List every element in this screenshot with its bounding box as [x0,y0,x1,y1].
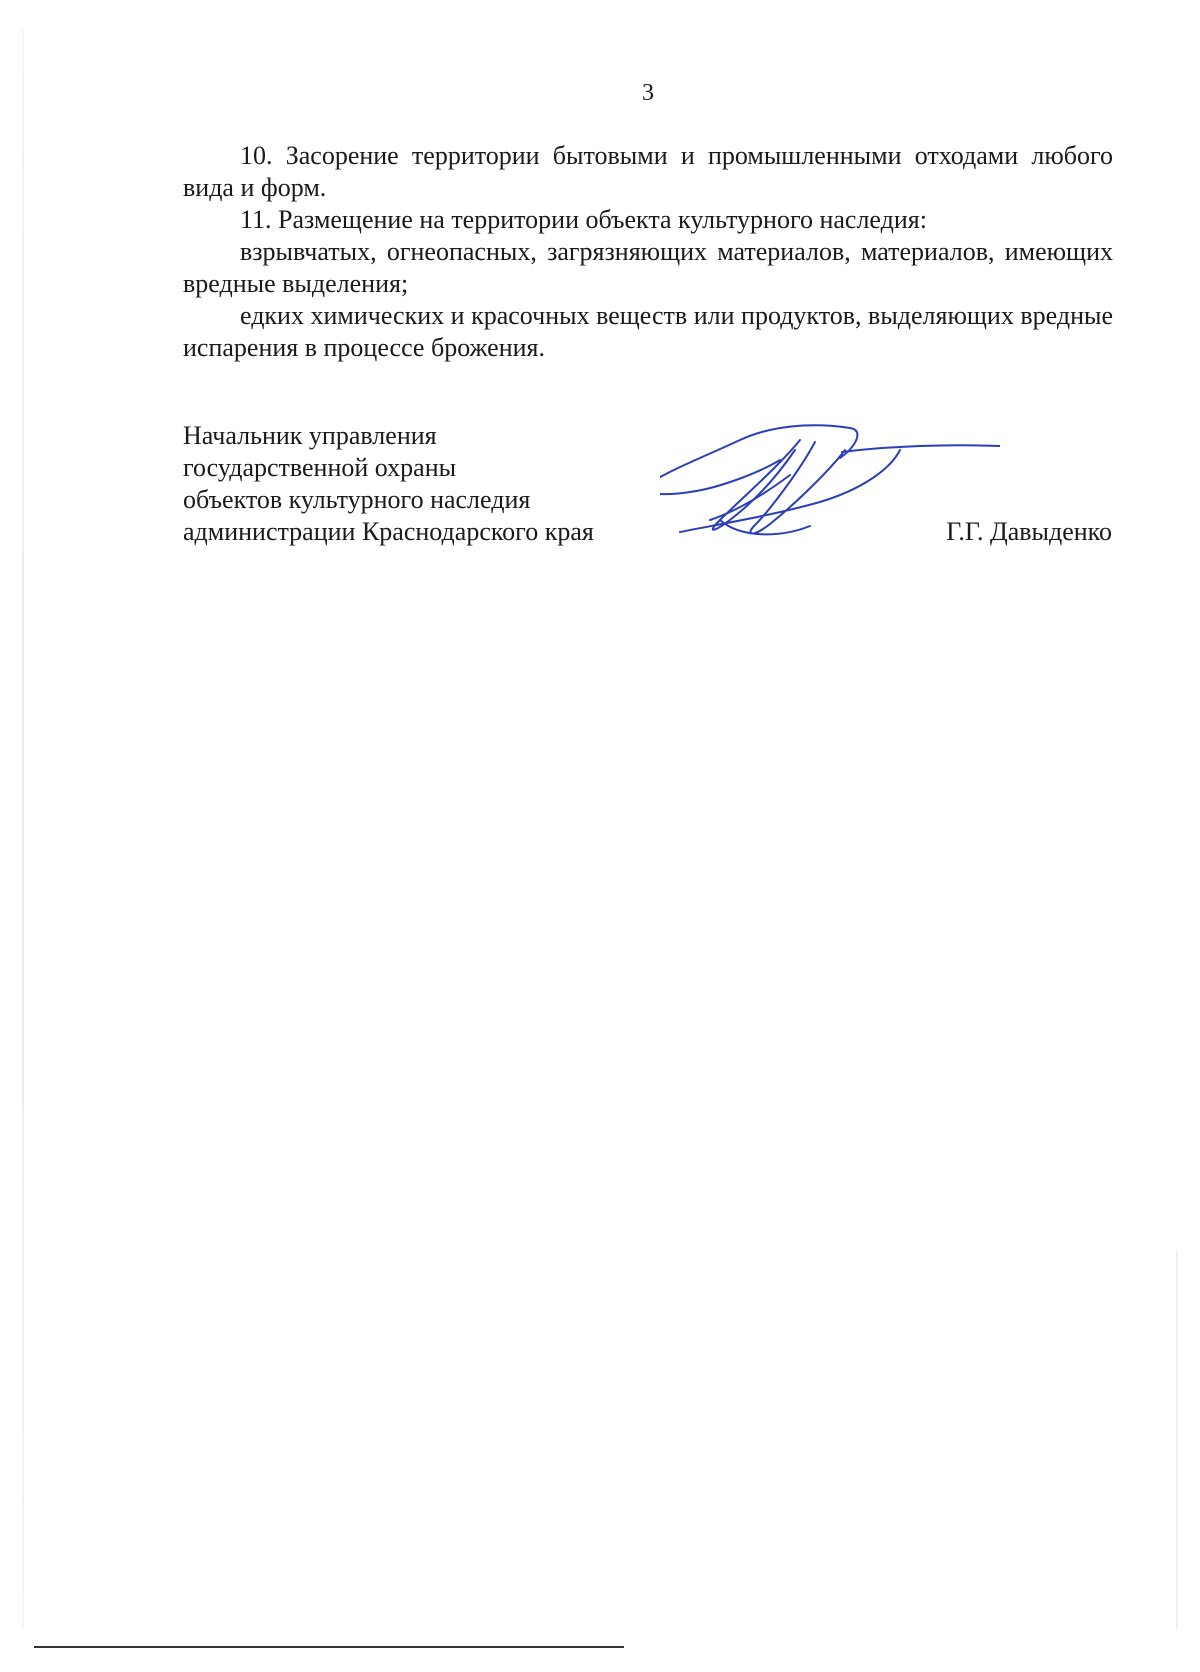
page-number: 3 [642,80,654,106]
paragraph-item-11: 11. Размещение на территории объекта культурного наследия: [240,205,927,234]
paragraph-sub-chemicals: едких химических и красочных веществ или продуктов, выделяющих вредные испарения в процессе брожения. [183,301,1113,362]
position-line: Начальник управления [183,421,437,450]
signatory-name: Г.Г. Давыденко [946,517,1112,546]
footer-rule [34,1646,624,1648]
paragraph-sub-explosives: взрывчатых, огнеопасных, загрязняющих материалов, материалов, имеющих вредные выделения; [183,237,1113,298]
scan-edge-left [22,30,24,1630]
position-line: государственной охраны [183,453,457,482]
position-line: объектов культурного наследия [183,485,531,514]
scan-edge-right [1176,1250,1178,1630]
paragraph-item-10: 10. Засорение территории бытовыми и промышленными отходами любого вида и форм. [183,141,1113,202]
document-body [183,140,1113,364]
signatory-position [183,420,594,548]
position-line: администрации Краснодарского края [183,517,594,546]
